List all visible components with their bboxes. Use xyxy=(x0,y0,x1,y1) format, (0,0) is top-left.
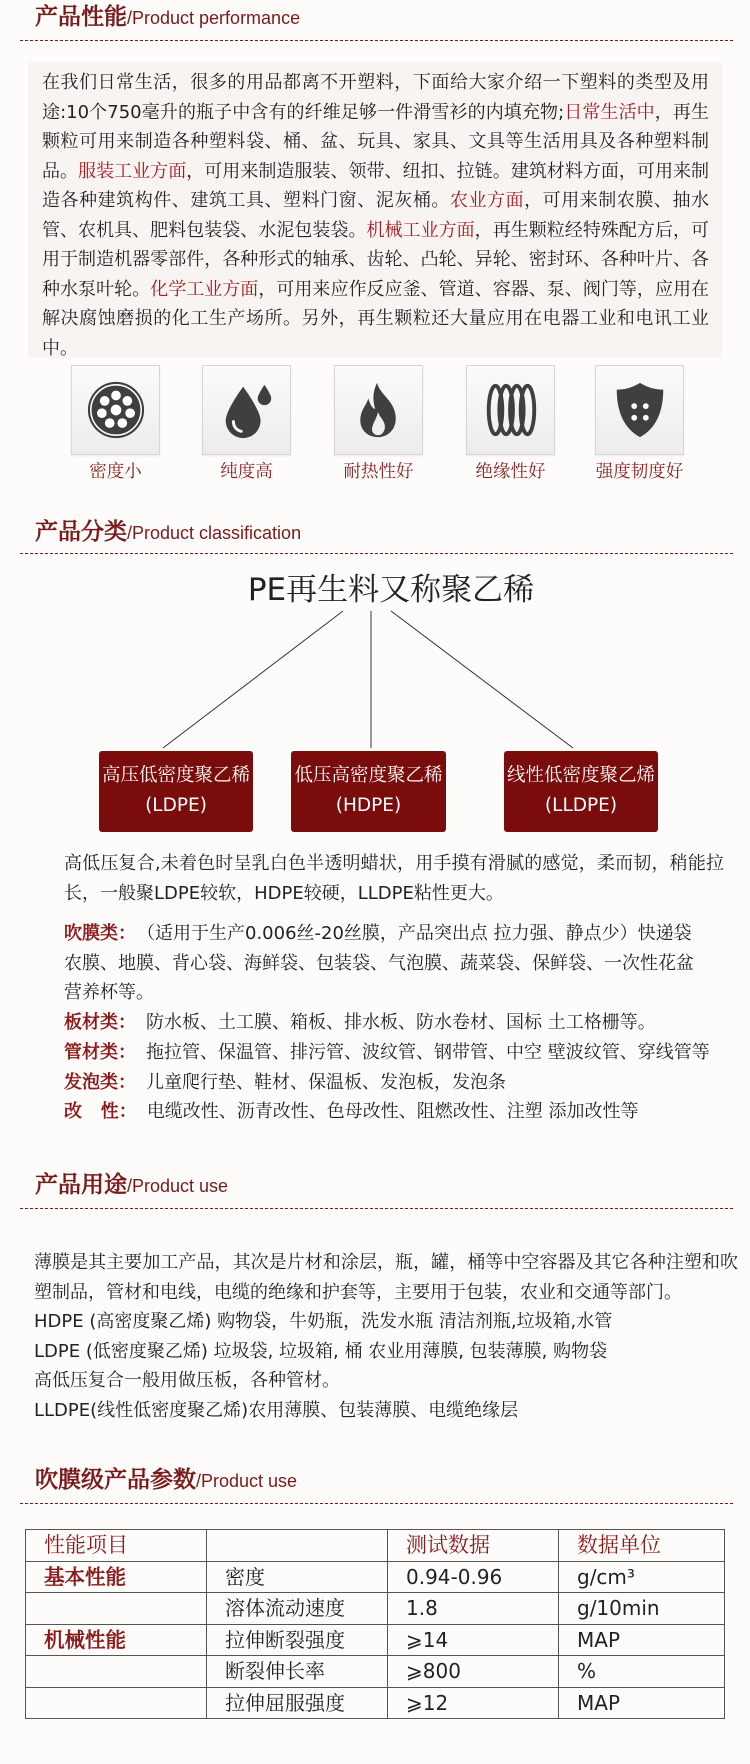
feature-label: 强度韧度好 xyxy=(595,462,684,482)
table-row xyxy=(26,1561,725,1593)
feature-label: 纯度高 xyxy=(220,462,273,482)
type-box xyxy=(291,751,446,832)
intro-text-segment: ，再生颗粒经特殊配方后，可用于制造机器零部件，各种形式的轴承、齿轮、凸轮、异轮、密封环、各种叶片、各种水泵叶轮。 xyxy=(42,219,710,300)
coil-icon xyxy=(480,379,542,441)
feature-label: 密度小 xyxy=(89,462,142,482)
section-subtitle: /Product use xyxy=(127,1176,229,1196)
table-group-cell: 基本性能 xyxy=(26,1561,207,1593)
feature-item xyxy=(595,365,684,483)
table-cell: 溶体流动速度 xyxy=(207,1593,388,1625)
feature-icon-box xyxy=(334,365,423,455)
table-cell: 拉伸屈服强度 xyxy=(207,1687,388,1719)
category-label: 吹膜类： xyxy=(64,923,136,944)
section-header-performance xyxy=(35,3,300,31)
category-label: 板材类： xyxy=(64,1012,136,1034)
category-label: 改 性： xyxy=(64,1101,137,1123)
intro-text-segment: 在我们日常生活，很多的用品都离不开塑料，下面给大家介绍一下塑料的类型及用途:10个750毫升的瓶子中含有的纤维足够一件滑雪衫的内填充物; xyxy=(42,72,709,123)
table-cell: g/cm³ xyxy=(559,1561,725,1593)
feature-icon-box xyxy=(202,365,291,455)
category-item xyxy=(64,1068,730,1098)
table-row xyxy=(26,1687,725,1719)
table-cell: MAP xyxy=(559,1624,725,1656)
usage-block xyxy=(34,1248,738,1426)
section-header-params xyxy=(35,1466,297,1494)
table-header-row xyxy=(26,1530,725,1562)
feature-label: 绝缘性好 xyxy=(475,462,546,482)
category-label: 发泡类： xyxy=(64,1071,136,1093)
table-row xyxy=(26,1624,725,1656)
reel-icon xyxy=(85,379,147,441)
intro-text-segment: ，可用来制造服装、领带、纽扣、拉链。建筑材料方面，可用来制造各种建筑构件、建筑工具、塑料门窗、泥灰桶。 xyxy=(42,160,710,211)
type-name: 低压高密度聚乙稀 xyxy=(294,765,443,786)
type-abbr: (LLDPE) xyxy=(544,795,618,816)
section-title: 产品分类 xyxy=(35,519,127,545)
intro-text-segment: ，可用来应作反应釜、管道、容器、泵、阀门等，应用在解决腐蚀磨损的化工生产场所。另外，再生颗粒还大量应用在电器工业和电讯工业中。 xyxy=(42,278,710,359)
type-name: 线性低密度聚乙烯 xyxy=(506,765,655,786)
table-row xyxy=(26,1656,725,1688)
usage-line: HDPE (高密度聚乙烯) 购物袋，牛奶瓶，洗发水瓶 清洁剂瓶,垃圾箱,水管 xyxy=(34,1311,613,1333)
flame-icon xyxy=(348,379,410,441)
section-subtitle: /Product performance xyxy=(127,8,301,28)
feature-item xyxy=(202,365,291,483)
dashed-divider xyxy=(20,553,733,554)
parameter-table xyxy=(25,1529,725,1719)
section-title: 产品性能 xyxy=(35,4,127,30)
type-box xyxy=(504,751,658,832)
table-cell: ⩾14 xyxy=(388,1624,559,1656)
dashed-divider xyxy=(20,40,733,41)
dashed-divider xyxy=(20,1503,733,1504)
category-label: 管材类： xyxy=(64,1041,136,1063)
section-header-usage xyxy=(35,1171,228,1199)
table-cell: MAP xyxy=(559,1687,725,1719)
highlight-text: 日常生活中 xyxy=(564,101,655,123)
table-cell: 断裂伸长率 xyxy=(207,1656,388,1688)
classification-tree-lines xyxy=(0,600,750,755)
feature-icon-box xyxy=(71,365,160,455)
feature-label: 耐热性好 xyxy=(343,462,414,482)
classification-description: 高低压复合,未着色时呈乳白色半透明蜡状，用手摸有滑腻的感觉，柔而韧，稍能拉长，一般聚LDPE较软，HDPE较硬，LLDPE粘性更大。 xyxy=(64,853,724,904)
feature-item xyxy=(71,365,160,483)
table-group-cell: 机械性能 xyxy=(26,1624,207,1656)
table-header-cell: 数据单位 xyxy=(559,1530,725,1562)
intro-box xyxy=(28,62,722,358)
section-subtitle: /Product classification xyxy=(127,523,302,543)
usage-line: LLDPE(线性低密度聚乙烯)农用薄膜、包装薄膜、电缆绝缘层 xyxy=(34,1399,519,1421)
table-group-cell xyxy=(26,1593,207,1625)
table-header-cell: 性能项目 xyxy=(26,1530,207,1562)
table-cell: ⩾800 xyxy=(388,1656,559,1688)
category-list xyxy=(64,919,730,1127)
intro-text-segment: ，可用来制农膜、抽水管、农机具、肥料包装袋、水泥包装袋。 xyxy=(42,190,710,241)
table-cell: 1.8 xyxy=(388,1593,559,1625)
table-row xyxy=(26,1593,725,1625)
feature-icon-box xyxy=(595,365,684,455)
category-text: 拖拉管、保温管、排污管、波纹管、钢带管、中空 壁波纹管、穿线管等 xyxy=(146,1041,710,1063)
highlight-text: 服装工业方面 xyxy=(78,160,187,182)
category-text: 电缆改性、沥青改性、色母改性、阻燃改性、注塑 添加改性等 xyxy=(146,1101,639,1123)
table-cell: ⩾12 xyxy=(388,1687,559,1719)
feature-item xyxy=(334,365,423,483)
table-cell: % xyxy=(559,1656,725,1688)
table-group-cell xyxy=(26,1687,207,1719)
category-text: 儿童爬行垫、鞋材、保温板、发泡板，发泡条 xyxy=(146,1071,506,1093)
category-text: 防水板、土工膜、箱板、排水板、防水卷材、国标 土工格栅等。 xyxy=(146,1012,656,1034)
section-title: 产品用途 xyxy=(35,1172,127,1198)
highlight-text: 化学工业方面 xyxy=(150,278,259,300)
table-cell: 0.94-0.96 xyxy=(388,1561,559,1593)
category-item xyxy=(64,1038,730,1068)
classification-root-title: PE再生料又称聚乙稀 xyxy=(247,572,535,608)
table-header-cell xyxy=(207,1530,388,1562)
water-drop-icon xyxy=(216,379,278,441)
category-item xyxy=(64,1008,730,1038)
type-abbr: (LDPE) xyxy=(145,795,207,816)
usage-line: LDPE (低密度聚乙烯) 垃圾袋, 垃圾箱, 桶 农业用薄膜, 包装薄膜, 购物袋 xyxy=(34,1340,608,1362)
table-group-cell xyxy=(26,1656,207,1688)
feature-icon-box xyxy=(466,365,555,455)
usage-line: 高低压复合一般用做压板，各种管材。 xyxy=(34,1370,340,1392)
category-item xyxy=(64,1097,730,1127)
type-abbr: (HDPE) xyxy=(335,795,402,816)
type-box xyxy=(99,751,253,832)
highlight-text: 农业方面 xyxy=(449,190,525,211)
category-text: （适用于生产0.006丝-20丝膜，产品突出点 拉力强、静点少）快递袋 农膜、地膜、背心袋、海鲜袋、包装袋、气泡膜、蔬菜袋、保鲜袋、一次性花盆 营养杯等。 xyxy=(64,923,694,1004)
section-header-classification xyxy=(35,518,301,546)
table-cell: g/10min xyxy=(559,1593,725,1625)
section-title: 吹膜级产品参数 xyxy=(35,1467,196,1493)
table-cell: 拉伸断裂强度 xyxy=(207,1624,388,1656)
table-cell: 密度 xyxy=(207,1561,388,1593)
feature-item xyxy=(466,365,555,483)
intro-paragraph xyxy=(42,68,709,363)
category-item xyxy=(64,919,730,1008)
table-header-cell: 测试数据 xyxy=(388,1530,559,1562)
highlight-text: 机械工业方面 xyxy=(366,219,475,241)
intro-text-segment: ，再生颗粒可用来制造各种塑料袋、桶、盆、玩具、家具、文具等生活用具及各种塑料制品。 xyxy=(42,101,710,182)
connector-line xyxy=(163,611,343,748)
shield-icon xyxy=(609,379,671,441)
connector-line xyxy=(391,611,573,748)
dashed-divider xyxy=(20,1208,733,1209)
type-name: 高压低密度聚乙稀 xyxy=(101,765,250,786)
section-subtitle: /Product use xyxy=(196,1471,298,1491)
usage-paragraph: 薄膜是其主要加工产品，其次是片材和涂层，瓶，罐，桶等中空容器及其它各种注塑和吹塑制品，管材和电线，电缆的绝缘和护套等，主要用于包装，农业和交通等部门。 xyxy=(34,1252,738,1303)
